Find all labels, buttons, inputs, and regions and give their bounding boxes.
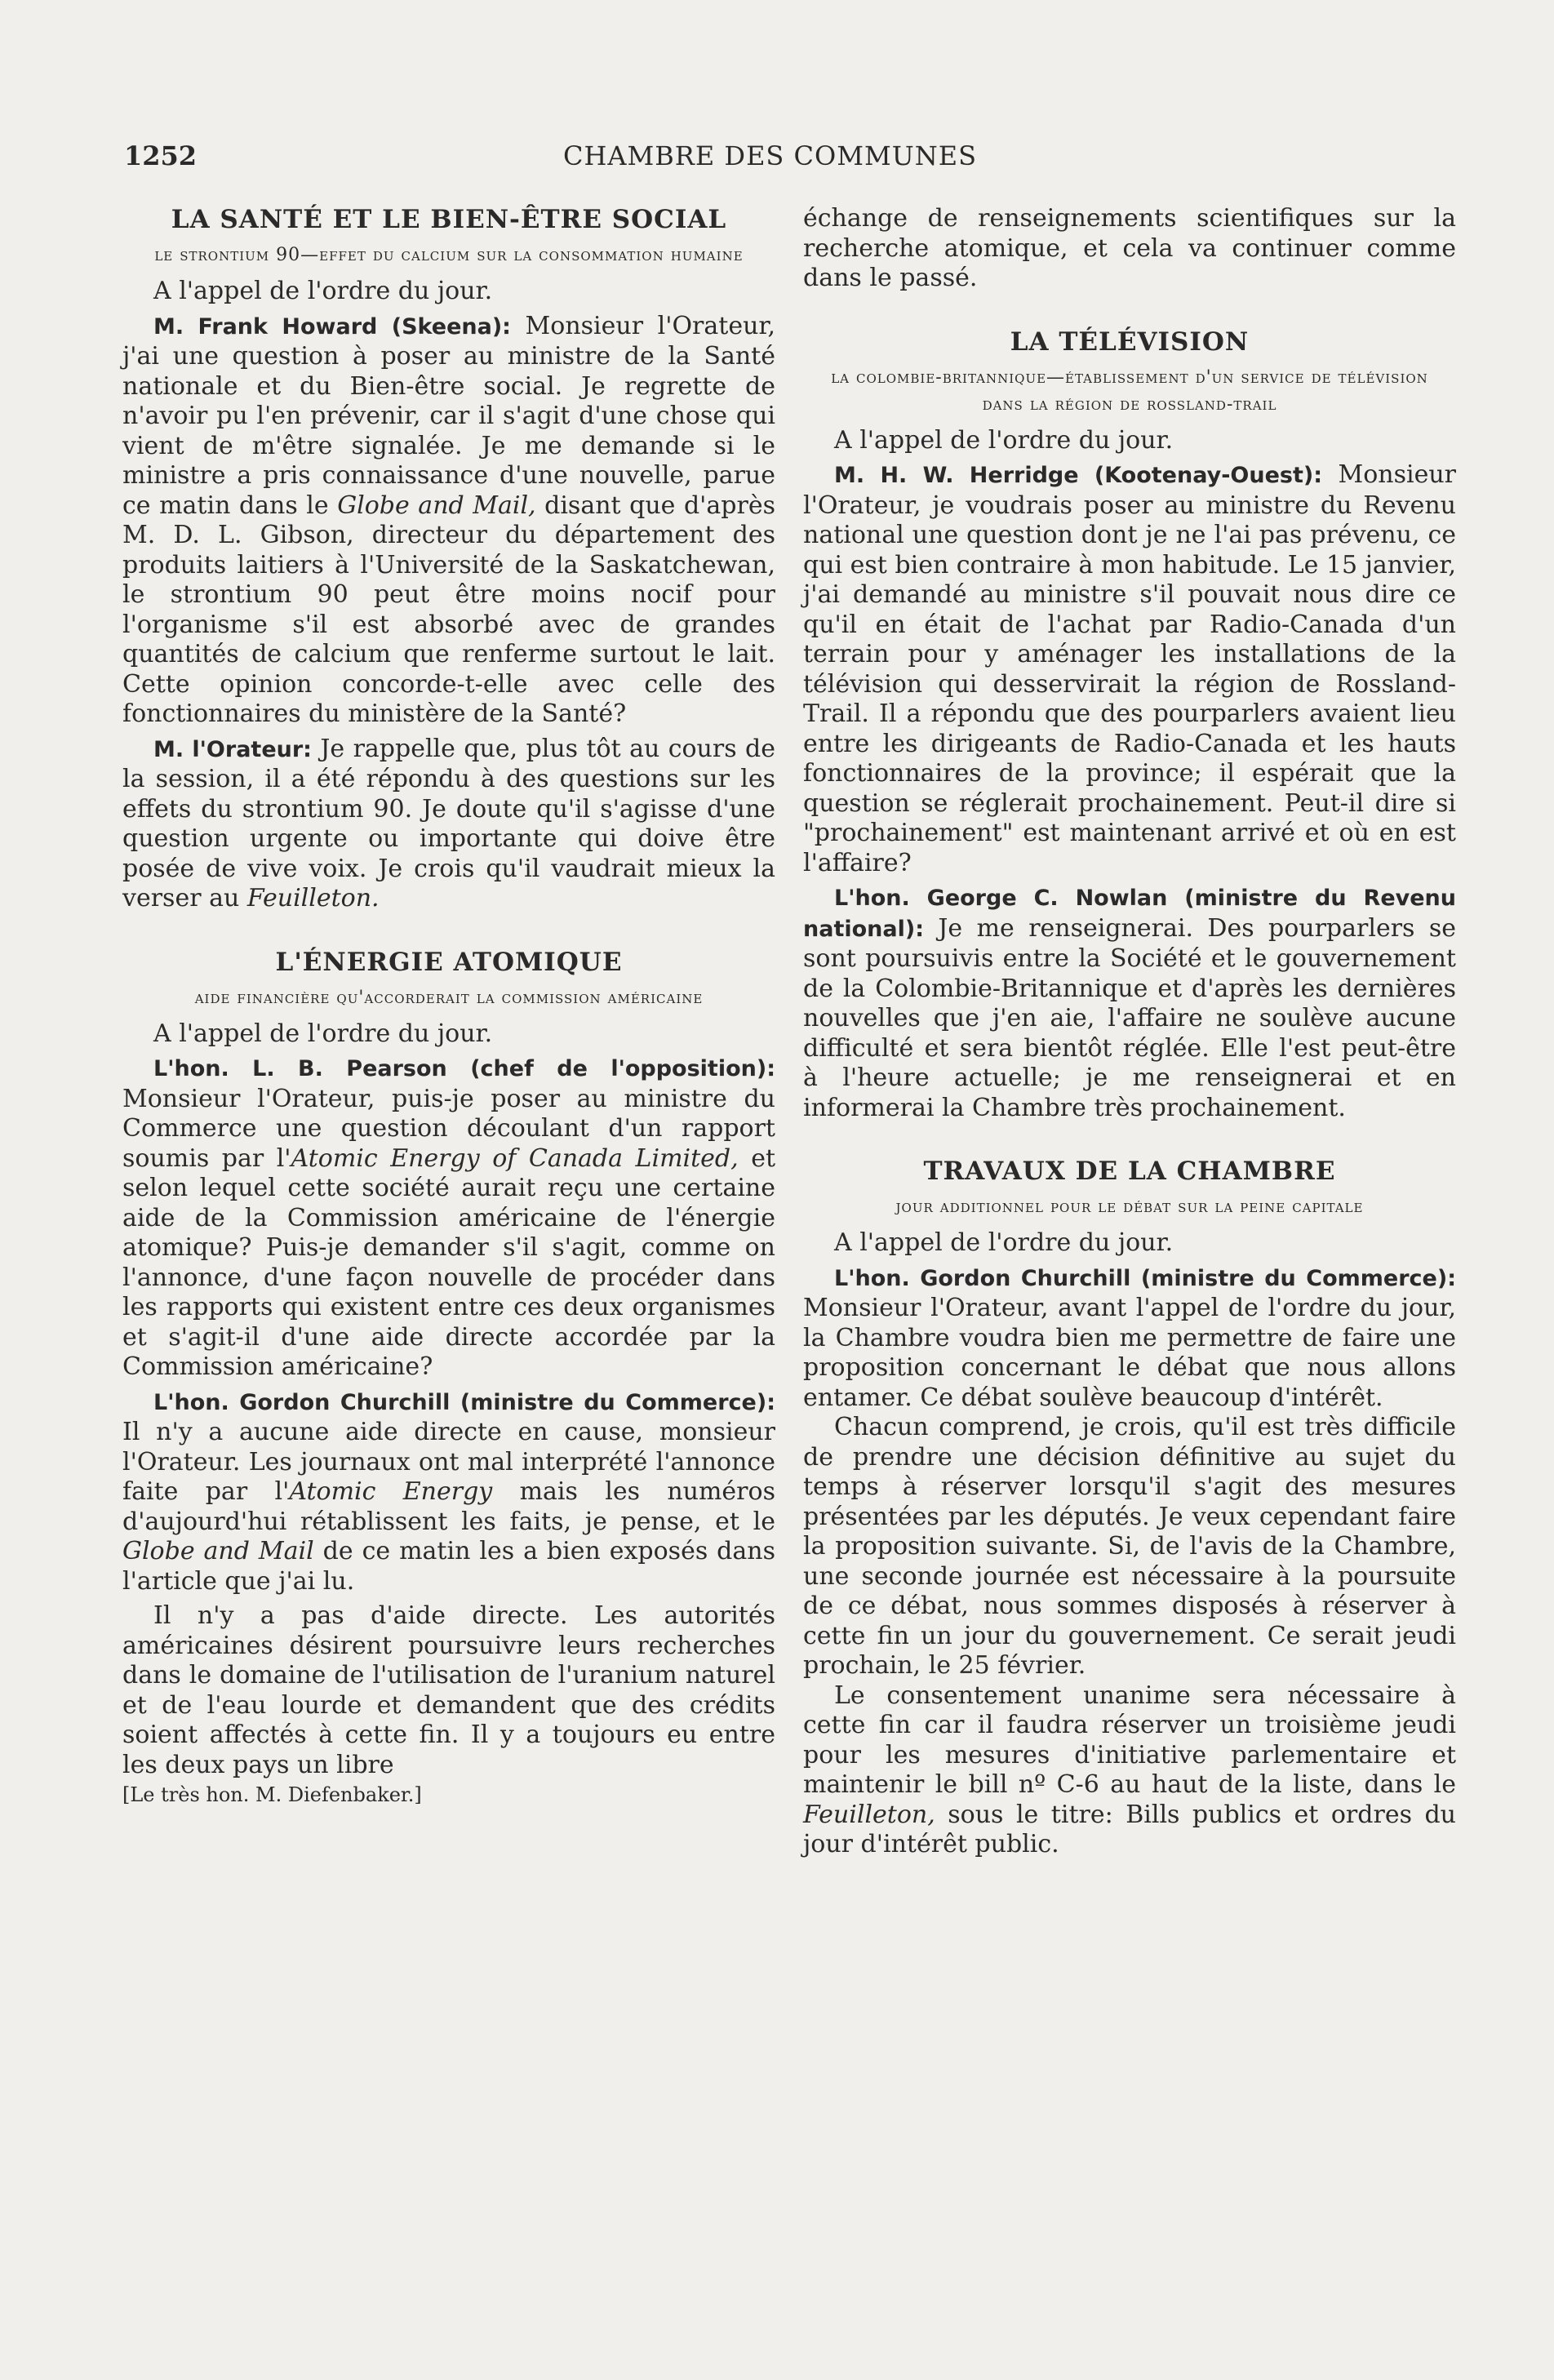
footer-speaker-note: [Le très hon. M. Diefenbaker.] <box>122 1783 422 1806</box>
order-of-day-call: A l'appel de l'ordre du jour. <box>153 1019 493 1048</box>
paragraph-churchill: L'hon. Gordon Churchill (ministre du Commerce): Il n'y a aucune aide directe en cause, monsieur l'Orateur. Les journaux ont mal interprété l'annonce faite par l'Atomic Energy mais les numéros d'aujourd'hui rétablissent les faits, je pense, et le Globe and Mail de ce matin les a bien exposés dans l'article que j'ai lu. <box>122 1389 775 1596</box>
section-title-travaux: TRAVAUX DE LA CHAMBRE <box>923 1157 1336 1186</box>
section-title-energie: L'ÉNERGIE ATOMIQUE <box>275 947 623 977</box>
paragraph-aide-directe: Il n'y a pas d'aide directe. Les autorités américaines désirent poursuivre leurs recherches dans le domaine de l'utilisation de l'uranium naturel et de l'eau lourde et demandent que des crédits soient affectés à cette fin. Il y a toujours eu entre les deux pays un libre <box>122 1601 775 1779</box>
continued-paragraph: échange de renseignements scientifiques sur la recherche atomique, et cela va continuer comme dans le passé. <box>803 204 1456 292</box>
paragraph-chacun: Chacun comprend, je crois, qu'il est très difficile de prendre une décision définitive au sujet du temps à réserver lorsqu'il s'agit des mesures présentées par les députés. Je veux cependant faire la proposition suivante. Si, de l'avis de la Chambre, une seconde journée est nécessaire à la poursuite de ce débat, nous sommes disposés à réserver à cette fin un jour du gouvernement. Ce serait jeudi prochain, le 25 février. <box>803 1413 1456 1680</box>
section-subtitle-peine: jour additionnel pour le débat sur la peine capitale <box>895 1197 1364 1217</box>
speaker-name: M. Frank Howard (Skeena): <box>153 313 511 340</box>
right-column <box>803 204 1456 1860</box>
speaker-name: L'hon. L. B. Pearson (chef de l'opposition): <box>153 1056 775 1081</box>
page-number: 1252 <box>124 140 198 171</box>
paragraph-orateur: M. l'Orateur: Je rappelle que, plus tôt au cours de la session, il a été répondu à des questions sur les effets du strontium 90. Je doute qu'il s'agisse d'une question urgente ou importante qui doive être posée de vive voix. Je crois qu'il vaudrait mieux la verser au Feuilleton. <box>122 734 775 912</box>
speaker-name: M. H. W. Herridge (Kootenay-Ouest): <box>834 463 1323 488</box>
paragraph-herridge: M. H. W. Herridge (Kootenay-Ouest): Monsieur l'Orateur, je voudrais poser au ministre du Revenu national une question dont je ne l'ai pas prévenu, ce qui est bien contraire à mon habitude. Le 15 janvier, j'ai demandé au ministre s'il pouvait nous dire ce qu'il en était de l'achat par Radio-Canada d'un terrain pour y aménager les installations de la télévision qui desservirait la région de Rossland-Trail. Il a répondu que des pourparlers avaient lieu entre les dirigeants de Radio-Canada et les hauts fonctionnaires de la province; il espérait que la question se réglerait prochainement. Peut-il dire si "prochainement" est maintenant arrivé et où en est l'affaire? <box>803 460 1457 877</box>
section-subtitle-strontium: le strontium 90—effet du calcium sur la consommation humaine <box>154 245 744 265</box>
order-of-day-call: A l'appel de l'ordre du jour. <box>153 277 493 305</box>
paragraph-howard: M. Frank Howard (Skeena): Monsieur l'Orateur, j'ai une question à poser au ministre de la Santé nationale et du Bien-être social. Je regrette de n'avoir pu l'en prévenir, car il s'agit d'une chose qui vient de m'être signalée. Je me demande si le ministre a pris connaissance d'une nouvelle, parue ce matin dans le Globe and Mail, disant que d'après M. D. L. Gibson, directeur du département des produits laitiers à l'Université de la Saskatchewan, le strontium 90 peut être moins nocif pour l'organisme s'il est absorbé avec de grandes quantités de calcium que renferme surtout le lait. Cette opinion concorde-t-elle avec celle des fonctionnaires du ministère de la Santé? <box>122 311 775 728</box>
section-title-television: LA TÉLÉVISION <box>1010 326 1250 357</box>
left-column <box>122 204 775 1810</box>
speaker-name: L'hon. George C. Nowlan (ministre du Revenu national): <box>803 886 1456 942</box>
section-subtitle-colombie: la colombie-britannique—établissement d'un service de télévision dans la région de rossland-trail <box>831 366 1428 415</box>
speaker-name: L'hon. Gordon Churchill (ministre du Commerce): <box>153 1389 775 1415</box>
section-title-sante: LA SANTÉ ET LE BIEN-ÊTRE SOCIAL <box>171 205 727 234</box>
paragraph-pearson: L'hon. L. B. Pearson (chef de l'opposition): Monsieur l'Orateur, puis-je poser au ministre du Commerce une question découlant d'un rapport soumis par l'Atomic Energy of Canada Limited, et selon lequel cette société aurait reçu une certaine aide de la Commission américaine de l'énergie atomique? Puis-je demander s'il s'agit, comme on l'annonce, d'une façon nouvelle de procéder dans les rapports qui existent entre ces deux organismes et s'agit-il d'une aide directe accordée par la Commission américaine? <box>122 1056 776 1381</box>
paragraph-churchill-2: L'hon. Gordon Churchill (ministre du Commerce): Monsieur l'Orateur, avant l'appel de l'ordre du jour, la Chambre voudra bien me permettre de faire une proposition concernant le débat que nous allons entamer. Ce débat soulève beaucoup d'intérêt. <box>803 1265 1456 1412</box>
speaker-name: M. l'Orateur: <box>153 736 312 762</box>
running-title: CHAMBRE DES COMMUNES <box>563 140 978 171</box>
speaker-name: L'hon. Gordon Churchill (ministre du Commerce): <box>834 1265 1456 1291</box>
order-of-day-call: A l'appel de l'ordre du jour. <box>834 425 1174 455</box>
section-subtitle-aide: aide financière qu'accorderait la commission américaine <box>194 987 704 1008</box>
order-of-day-call: A l'appel de l'ordre du jour. <box>834 1228 1174 1257</box>
paragraph-consentement: Le consentement unanime sera nécessaire à cette fin car il faudra réserver un troisième jeudi pour les mesures d'initiative parlementaire et maintenir le bill nº C-6 au haut de la liste, dans le Feuilleton, sous le titre: Bills publics et ordres du jour d'intérêt public. <box>803 1681 1456 1858</box>
paragraph-nowlan: L'hon. George C. Nowlan (ministre du Revenu national): Je me renseignerai. Des pourparlers se sont poursuivis entre la Société et le gouvernement de la Colombie-Britannique et d'après les dernières nouvelles que j'en aie, l'affaire ne soulève aucune difficulté et sera bientôt réglée. Elle l'est peut-être à l'heure actuelle; je me renseignerai et en informerai la Chambre très prochainement. <box>803 886 1456 1122</box>
